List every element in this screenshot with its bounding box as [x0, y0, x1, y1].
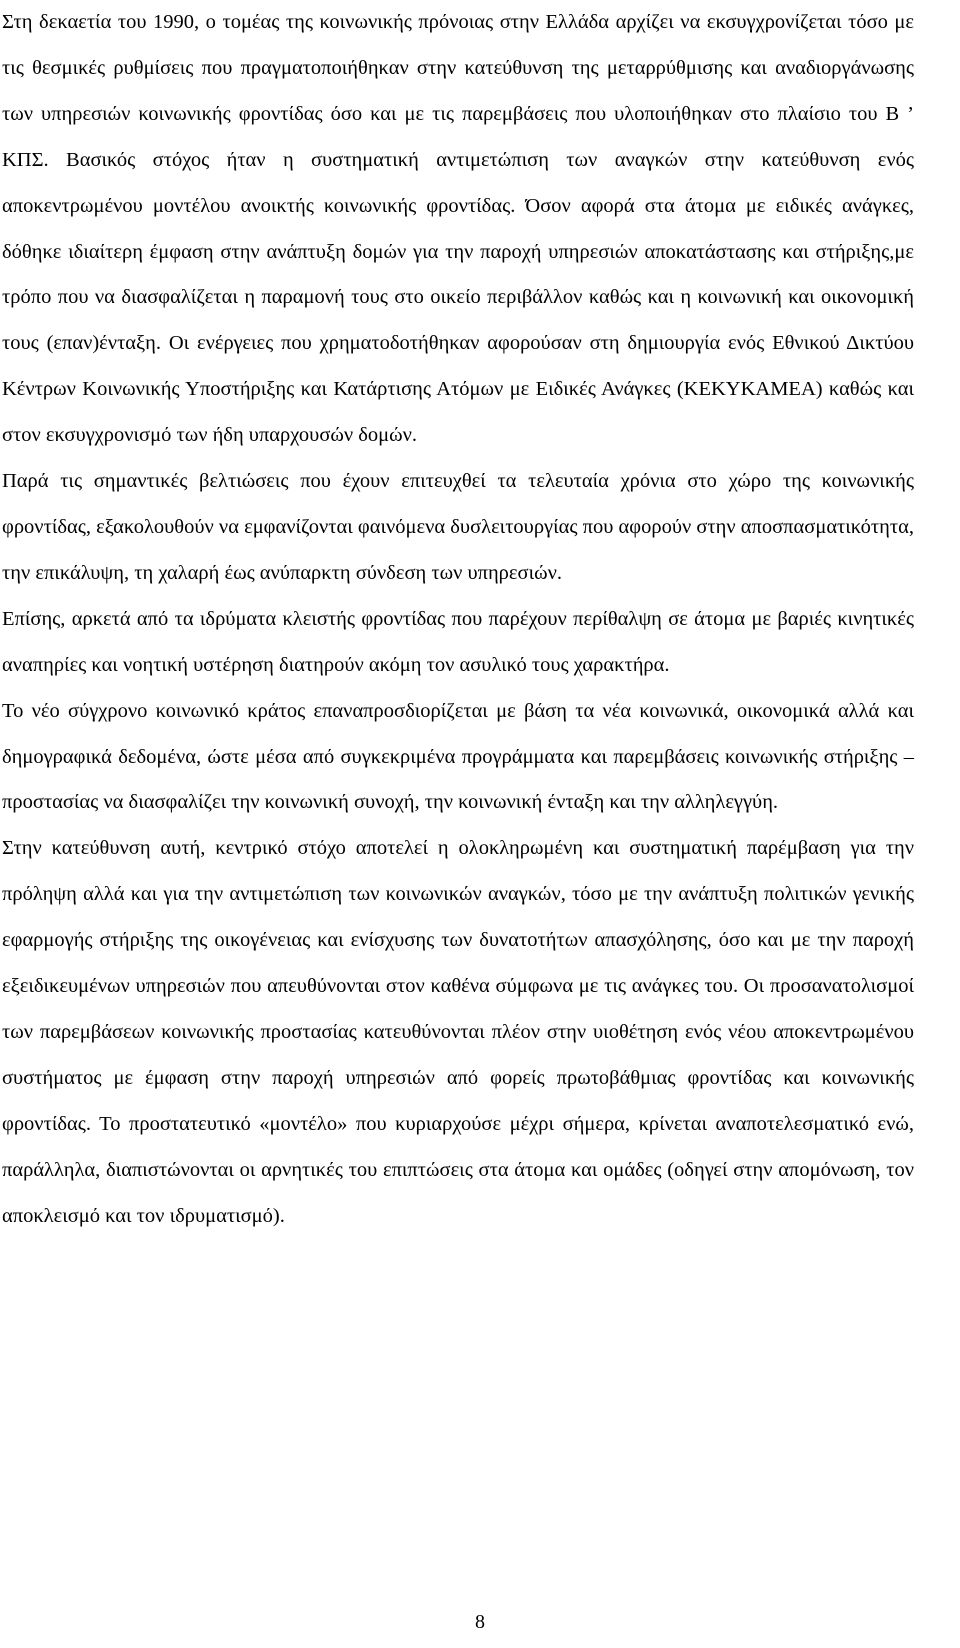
paragraph-1: Στη δεκαετία του 1990, ο τομέας της κοινωνικής πρόνοιας στην Ελλάδα αρχίζει να εκσυγχρονίζεται τόσο με τις θεσμικές ρυθμίσεις που πραγματοποιήθηκαν στην κατεύθυνση της μεταρρύθμισης και αναδιοργάνωσης των υπηρεσιών κοινωνικής φροντίδας όσο και με τις παρεμβάσεις που υλοποιήθηκαν στο πλαίσιο του Β ’ ΚΠΣ. Βασικός στόχος ήταν η συστηματική αντιμετώπιση των αναγκών στην κατεύθυνση ενός αποκεντρωμένου μοντέλου ανοικτής κοινωνικής φροντίδας. Όσον αφορά στα άτομα με ειδικές ανάγκες, δόθηκε ιδιαίτερη έμφαση στην ανάπτυξη δομών για την παροχή υπηρεσιών αποκατάστασης και στήριξης,με τρόπο που να διασφαλίζεται η παραμονή τους στο οικείο περιβάλλον καθώς και η κοινωνική και οικονομική τους (επαν)ένταξη. Οι ενέργειες που χρηματοδοτήθηκαν αφορούσαν στη δημιουργία ενός Εθνικού Δικτύου Κέντρων Κοινωνικής Υποστήριξης και Κατάρτισης Ατόμων με Ειδικές Ανάγκες (ΚΕΚΥΚΑΜΕΑ) καθώς και στον εκσυγχρονισμό των ήδη υπαρχουσών δομών. — [2, 11, 914, 447]
paragraph-3: Επίσης, αρκετά από τα ιδρύματα κλειστής φροντίδας που παρέχουν περίθαλψη σε άτομα με βαριές κινητικές αναπηρίες και νοητική υστέρηση διατηρούν ακόμη τον ασυλικό τους χαρακτήρα. — [2, 607, 914, 676]
paragraph-2: Παρά τις σημαντικές βελτιώσεις που έχουν επιτευχθεί τα τελευταία χρόνια στο χώρο της κοινωνικής φροντίδας, εξακολουθούν να εμφανίζονται φαινόμενα δυσλειτουργίας που αφορούν στην αποσπασματικότητα, την επικάλυψη, τη χαλαρή έως ανύπαρκτη σύνδεση των υπηρεσιών. — [2, 470, 914, 584]
page-number: 8 — [475, 1611, 485, 1633]
body-text — [2, 0, 914, 1239]
paragraph-5: Στην κατεύθυνση αυτή, κεντρικό στόχο αποτελεί η ολοκληρωμένη και συστηματική παρέμβαση για την πρόληψη αλλά και για την αντιμετώπιση των κοινωνικών αναγκών, τόσο με την ανάπτυξη πολιτικών γενικής εφαρμογής στήριξης της οικογένειας και ενίσχυσης των δυνατοτήτων απασχόλησης, όσο και με την παροχή εξειδικευμένων υπηρεσιών που απευθύνονται στον καθένα σύμφωνα με τις ανάγκες του. Οι προσανατολισμοί των παρεμβάσεων κοινωνικής προστασίας κατευθύνονται πλέον στην υιοθέτηση ενός νέου αποκεντρωμένου συστήματος με έμφαση στην παροχή υπηρεσιών από φορείς πρωτοβάθμιας φροντίδας και κοινωνικής φροντίδας. Το προστατευτικό «μοντέλο» που κυριαρχούσε μέχρι σήμερα, κρίνεται αναποτελεσματικό ενώ, παράλληλα, διαπιστώνονται οι αρνητικές του επιπτώσεις στα άτομα και ομάδες (οδηγεί στην απομόνωση, τον αποκλεισμό και τον ιδρυματισμό). — [2, 837, 914, 1227]
paragraph-4: Το νέο σύγχρονο κοινωνικό κράτος επαναπροσδιορίζεται με βάση τα νέα κοινωνικά, οικονομικά αλλά και δημογραφικά δεδομένα, ώστε μέσα από συγκεκριμένα προγράμματα και παρεμβάσεις κοινωνικής στήριξης – προστασίας να διασφαλίζει την κοινωνική συνοχή, την κοινωνική ένταξη και την αλληλεγγύη. — [2, 699, 914, 814]
